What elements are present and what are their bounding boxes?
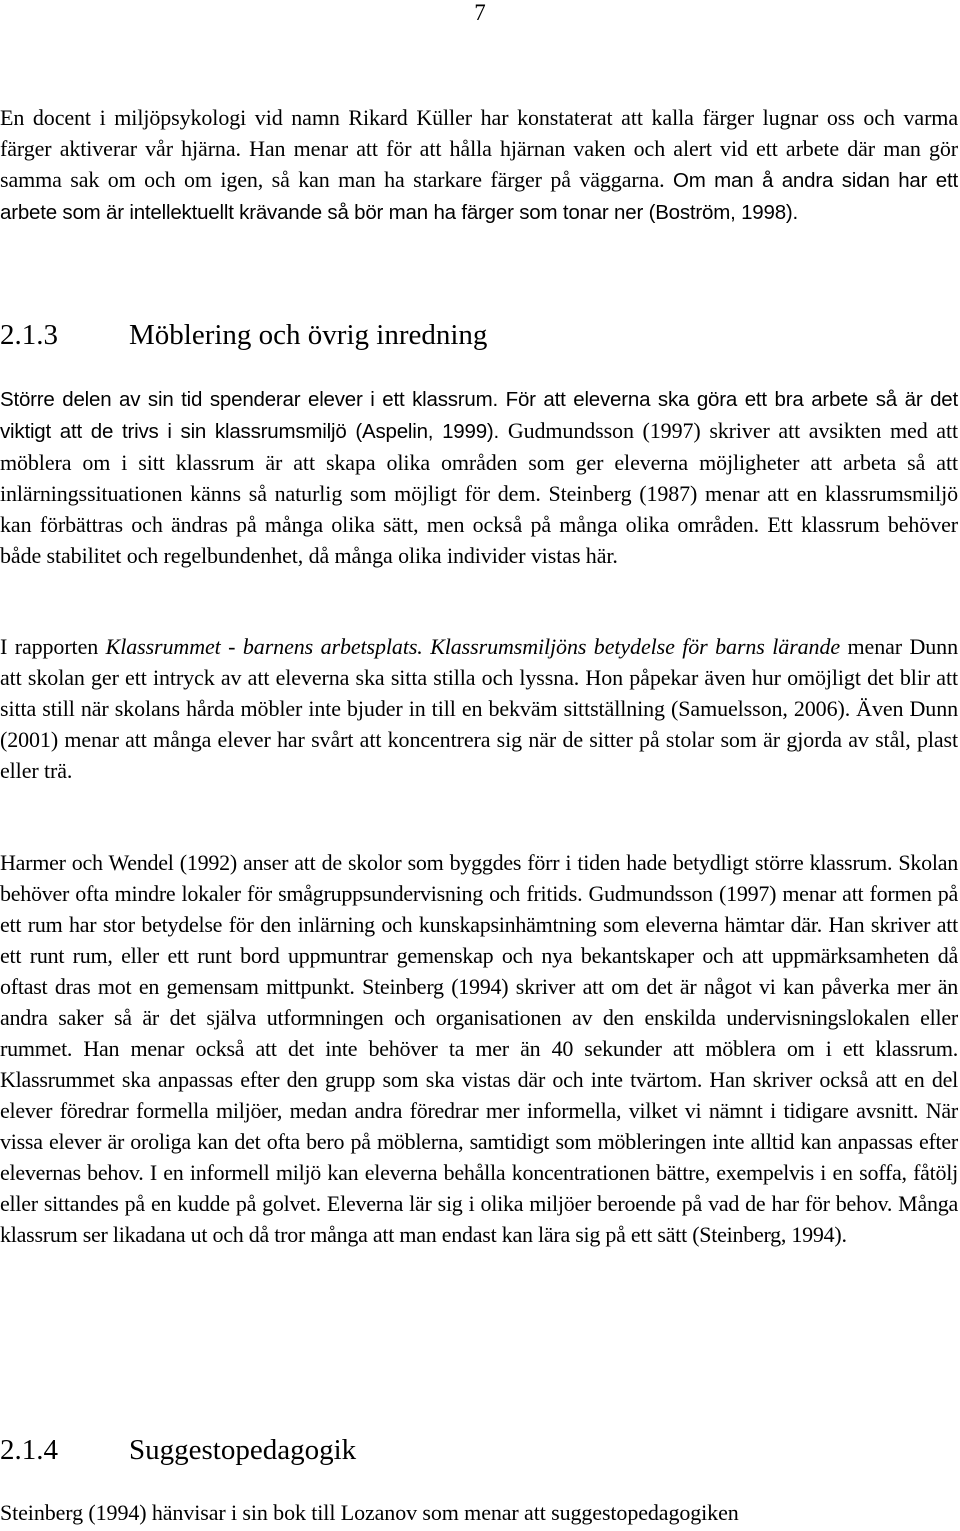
- paragraph-text: menar Dunn att skolan ger ett intryck av att eleverna ska sitta stilla och lyssna. Hon påpekar även hur omöjligt det blir att sitta still när skolans hårda möbler inte bjuder in till en bekväm sittställning (Samuelsson, 2006). Även Dunn (2001) menar att många elever har svårt att koncentrera sig när de sitter på stolar som är gjorda av stål, plast eller trä.: [0, 634, 958, 783]
- section-title: Möblering och övrig inredning: [129, 319, 488, 351]
- report-title-italic: Klassrummet - barnens arbetsplats. Klassrumsmiljöns betydelse för barns lärande: [105, 634, 841, 659]
- section-title: Suggestopedagogik: [129, 1434, 357, 1466]
- intro-text-sans: Om man å andra sidan har ett arbete som är intellektuellt krävande så bör man ha färger som tonar ner (Boström, 1998).: [0, 169, 958, 224]
- section-heading-2-1-3: [0, 318, 487, 352]
- intro-paragraph: [0, 102, 958, 228]
- paragraph-mobling-2: [0, 631, 958, 786]
- paragraph-mobling-3: Harmer och Wendel (1992) anser att de skolor som byggdes förr i tiden hade betydligt större klassrum. Skolan behöver ofta mindre lokaler för smågruppsundervisning och fritids. Gudmundsson (1997) menar att formen på ett rum har stor betydelse för den inlärning och kunskapsinhämtning som eleverna hämtar där. Han skriver att ett runt rum, eller ett runt bord uppmuntrar gemenskap och nya bekantskaper och att uppmärksamheten då oftast dras mot en gemensam mittpunkt. Steinberg (1994) skriver att om det är något vi kan påverka mer än andra saker så är det själva utformningen och organisationen av den enskilda undervisningslokalen eller rummet. Han menar också att det inte behöver ta mer än 40 sekunder att möblera om i ett klassrum. Klassrummet ska anpassas efter den grupp som ska vistas där och inte tvärtom. Han skriver också att en del elever föredrar formella miljöer, medan andra föredrar mer informella, vilket vi nämnt i tidigare avsnitt. När vissa elever är oroliga kan det ofta bero på möblerna, samtidigt som möbleringen inte alltid kan anpassas efter elevernas behov. I en informell miljö kan eleverna behålla koncentrationen bättre, exempelvis i en soffa, fåtölj eller sittandes på en kudde på golvet. Eleverna lär sig i olika miljöer beroende på vad de har för behov. Många klassrum ser likadana ut och då tror många att man endast kan lära sig på ett sätt (Steinberg, 1994).: [0, 850, 958, 1247]
- paragraph-suggestopedagogik-1: Steinberg (1994) hänvisar i sin bok till Lozanov som menar att suggestopedagogiken: [0, 1500, 739, 1525]
- paragraph-text: I rapporten: [0, 634, 106, 659]
- paragraph-text-serif: Gudmundsson (1997) skriver att avsikten med att möblera om i sitt klassrum är att skapa olika områden som ger eleverna möjligheter att arbeta så att inlärningssituationen känns så naturlig som möjligt för dem. Steinberg (1987) menar att en klassrumsmiljö kan förbättras och ändras på många olika sätt, men också på många olika områden. Ett klassrum behöver både stabilitet och regelbundenhet, då många olika individer vistas här.: [0, 418, 958, 568]
- section-number: 2.1.4: [0, 1434, 58, 1466]
- page-number: 7: [474, 0, 486, 25]
- paragraph-text-sans: Större delen av sin tid spenderar elever i ett klassrum. För att eleverna ska göra ett bra arbete så är det viktigt att de trivs i sin klassrumsmiljö (Aspelin, 1999).: [0, 388, 958, 443]
- section-heading-2-1-4: [0, 1433, 356, 1467]
- paragraph-mobling-1: [0, 383, 958, 571]
- section-number: 2.1.3: [0, 319, 58, 351]
- intro-text-serif: En docent i miljöpsykologi vid namn Rikard Küller har konstaterat att kalla färger lugnar oss och varma färger aktiverar vår hjärna. Han menar att för att hålla hjärnan vaken och alert vid ett arbete där man gör samma sak om och om igen, så kan man ha starkare färger på väggarna.: [0, 105, 958, 192]
